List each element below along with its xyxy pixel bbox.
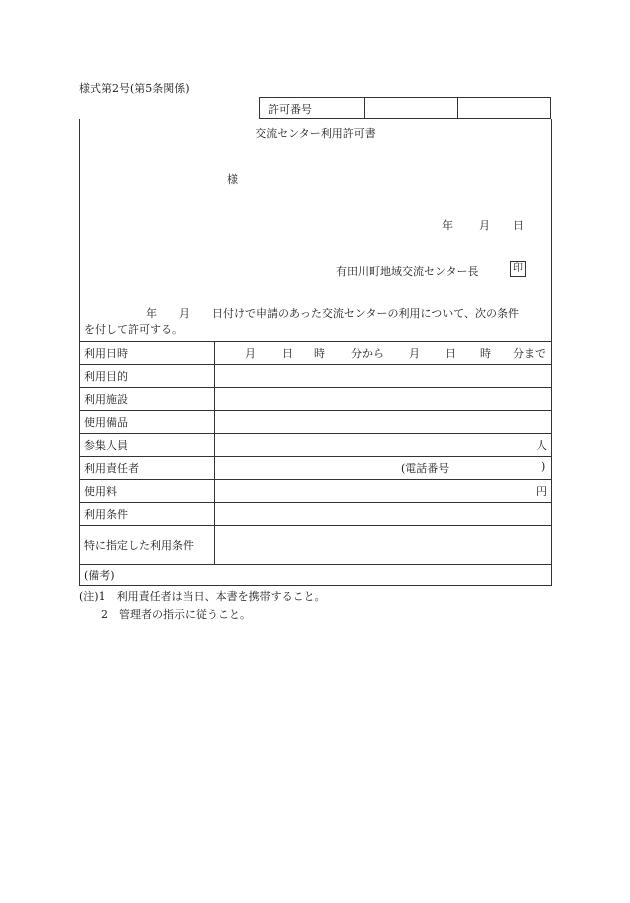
permit-form xyxy=(79,119,552,586)
date-month: 月 xyxy=(479,219,490,232)
form-title: 交流センター利用許可書 xyxy=(255,127,376,140)
permit-number-field-2[interactable] xyxy=(457,97,551,119)
table-row xyxy=(80,365,551,388)
permit-details-table xyxy=(80,341,551,585)
remarks-label: (備考) xyxy=(80,565,551,586)
note-2: 2 管理者の指示に従うこと。 xyxy=(101,608,251,621)
dt-min2: 分まで xyxy=(513,347,546,360)
attendees-label: 参集人員 xyxy=(80,434,215,457)
permit-number-label: 許可番号 xyxy=(268,103,312,116)
table-row xyxy=(80,503,551,526)
dt-day1: 日 xyxy=(282,347,293,360)
conditions-field[interactable] xyxy=(215,503,552,526)
table-row xyxy=(80,434,551,457)
permit-number-field-1[interactable] xyxy=(364,97,458,119)
table-row xyxy=(80,526,551,565)
facility-label: 利用施設 xyxy=(80,388,215,411)
dt-hour1: 時 xyxy=(314,347,325,360)
dt-hour2: 時 xyxy=(480,347,491,360)
attendees-field[interactable] xyxy=(215,434,552,457)
fee-field[interactable] xyxy=(215,480,552,503)
table-row xyxy=(80,457,551,480)
addressee-suffix: 様 xyxy=(227,173,238,186)
table-row xyxy=(80,565,551,586)
equipment-field[interactable] xyxy=(215,411,552,434)
table-row xyxy=(80,480,551,503)
notes xyxy=(79,588,326,624)
permit-statement xyxy=(84,306,548,338)
purpose-field[interactable] xyxy=(215,365,552,388)
equipment-label: 使用備品 xyxy=(80,411,215,434)
date-year: 年 xyxy=(442,219,453,232)
purpose-label: 利用目的 xyxy=(80,365,215,388)
table-row xyxy=(80,411,551,434)
responsible-label: 利用責任者 xyxy=(80,457,215,480)
phone-open: (電話番号 xyxy=(401,462,450,475)
attendees-unit: 人 xyxy=(536,439,547,452)
special-conditions-label: 特に指定した利用条件 xyxy=(80,526,215,565)
facility-field[interactable] xyxy=(215,388,552,411)
special-conditions-field[interactable] xyxy=(215,526,552,565)
note-1: (注)1 利用責任者は当日、本書を携帯すること。 xyxy=(79,590,326,603)
permit-statement-line1: 年 月 日付けで申請のあった交流センターの利用について、次の条件 xyxy=(146,307,520,320)
table-row xyxy=(80,388,551,411)
dt-month1: 月 xyxy=(245,347,256,360)
form-number-label: 様式第2号(第5条関係) xyxy=(79,82,190,95)
table-row xyxy=(80,342,551,365)
datetime-label: 利用日時 xyxy=(80,342,215,365)
fee-unit: 円 xyxy=(536,485,547,498)
seal-mark: 印 xyxy=(510,261,526,277)
issuer-title: 有田川町地域交流センター長 xyxy=(336,265,479,278)
date-day: 日 xyxy=(513,219,524,232)
fee-label: 使用料 xyxy=(80,480,215,503)
permit-number-label-cell xyxy=(259,97,365,119)
permit-statement-line2: を付して許可する。 xyxy=(84,323,183,336)
conditions-label: 利用条件 xyxy=(80,503,215,526)
dt-month2: 月 xyxy=(409,347,420,360)
permit-number-row xyxy=(79,97,551,119)
dt-min1: 分から xyxy=(351,347,384,360)
datetime-field[interactable] xyxy=(215,342,552,365)
responsible-field[interactable] xyxy=(215,457,552,480)
phone-close: ) xyxy=(541,460,546,473)
dt-day2: 日 xyxy=(445,347,456,360)
